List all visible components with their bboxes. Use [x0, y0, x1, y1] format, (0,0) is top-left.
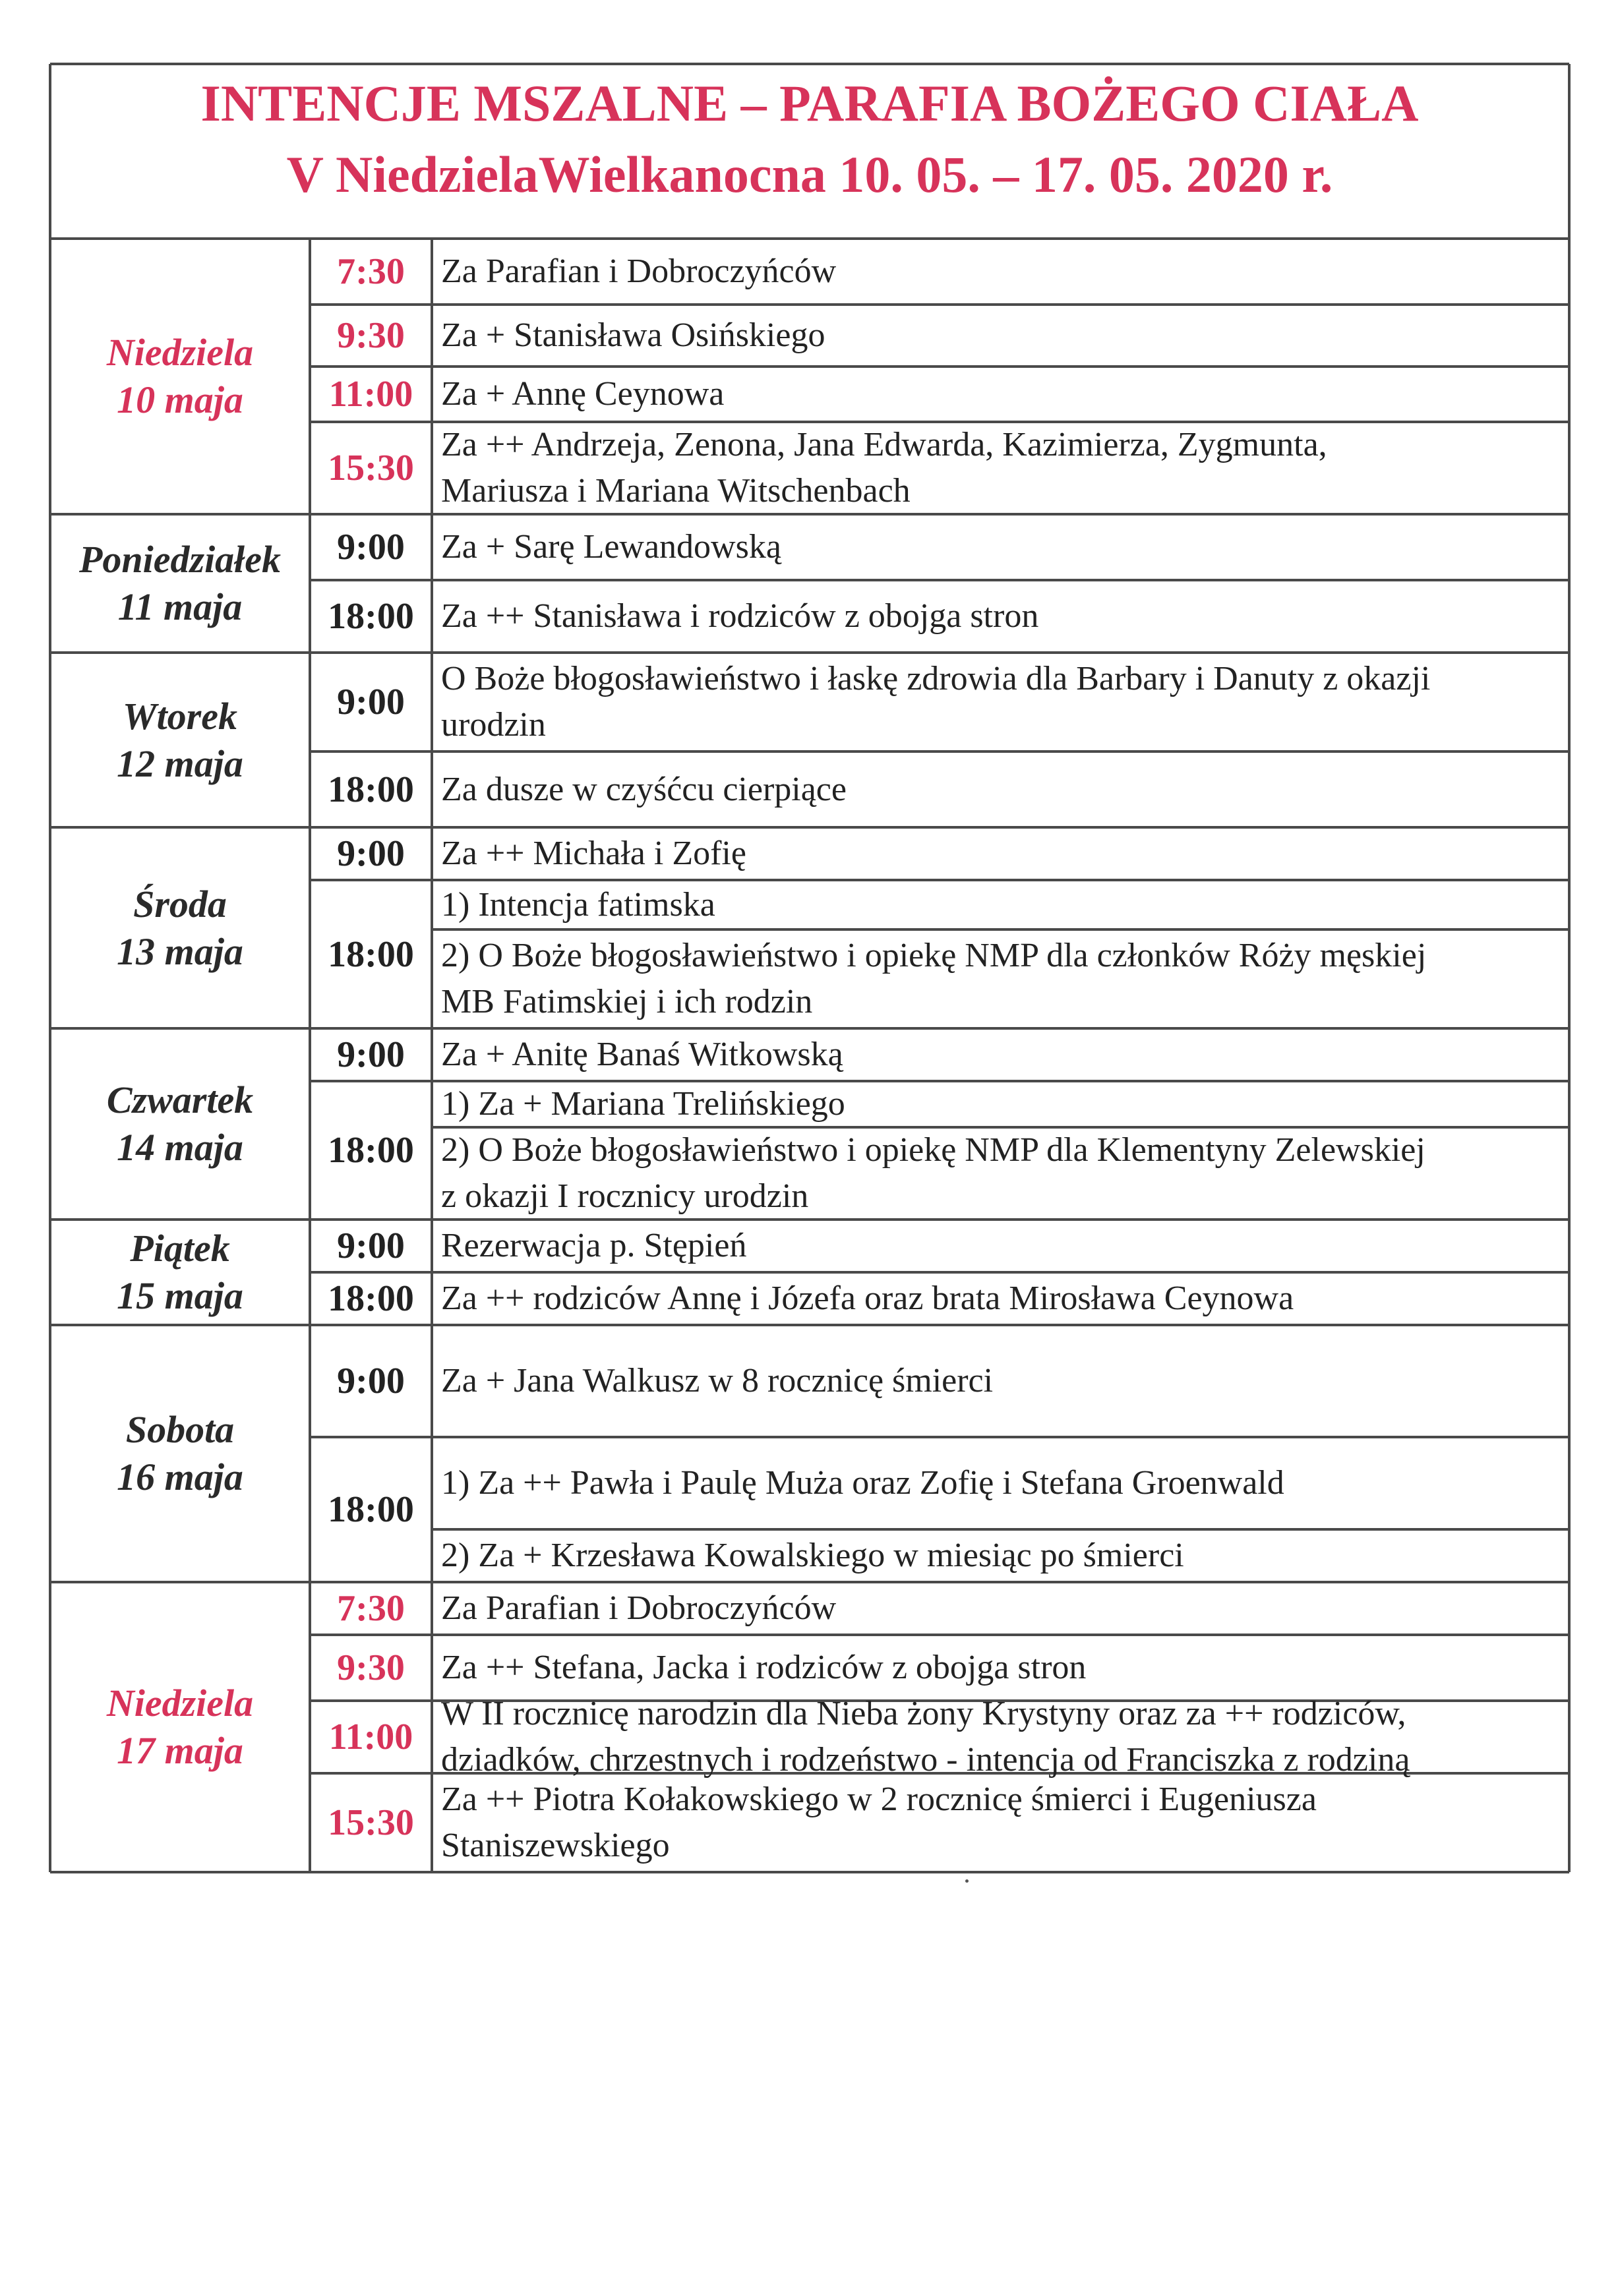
day-name: Niedziela — [106, 1682, 254, 1724]
scan-speck — [965, 1879, 969, 1883]
mass-intention — [432, 1127, 1569, 1220]
intention-line: MB Fatimskiej i ich rodzin — [441, 983, 813, 1020]
day-name: Sobota — [125, 1408, 235, 1451]
intention-line: Mariusza i Mariana Witschenbach — [441, 472, 911, 510]
day-date: 13 maja — [117, 929, 243, 973]
intention-line: 2) O Boże błogosławieństwo i opiekę NMP dla członków Róży męskiej — [441, 937, 1427, 974]
page-subtitle: V NiedzielaWielkanocna 10. 05. – 17. 05. 2020 r. — [286, 146, 1333, 203]
mass-time: 18:00 — [328, 1278, 414, 1319]
intention-line: 1) Za ++ Pawła i Paulę Muża oraz Zofię i Stefana Groenwald — [441, 1464, 1284, 1502]
intention-line: Rezerwacja p. Stępień — [441, 1227, 747, 1264]
day-label — [50, 827, 310, 1028]
mass-time: 18:00 — [328, 1489, 414, 1530]
mass-intention — [432, 239, 1569, 305]
mass-intention — [432, 653, 1569, 751]
intention-line: 2) Za + Krzesława Kowalskiego w miesiąc po śmierci — [441, 1537, 1184, 1574]
intention-line: W II rocznicę narodzin dla Nieba żony Krystyny oraz za ++ rodziców, — [441, 1695, 1406, 1732]
mass-intention — [432, 1220, 1569, 1272]
intention-line: Za + Stanisława Osińskiego — [441, 316, 825, 354]
mass-intention — [432, 367, 1569, 422]
day-label — [50, 514, 310, 653]
day-name: Niedziela — [106, 331, 254, 374]
intention-line: Za + Annę Ceynowa — [441, 375, 725, 413]
intention-line: 2) O Boże błogosławieństwo i opiekę NMP dla Klementyny Zelewskiej — [441, 1131, 1425, 1169]
mass-time: 9:00 — [337, 527, 405, 568]
intention-line: Za ++ Michała i Zofię — [441, 835, 746, 872]
mass-time: 9:00 — [337, 833, 405, 874]
day-label — [50, 653, 310, 827]
intention-line: Za dusze w czyśćcu cierpiące — [441, 770, 847, 808]
day-label — [50, 239, 310, 514]
mass-intention — [432, 827, 1569, 880]
day-date: 14 maja — [117, 1126, 243, 1169]
page-title: INTENCJE MSZALNE – PARAFIA BOŻEGO CIAŁA — [200, 74, 1419, 132]
day-name: Piątek — [130, 1227, 230, 1270]
intention-line: Za ++ Stanisława i rodziców z obojga stron — [441, 597, 1039, 635]
mass-time: 9:00 — [337, 1034, 405, 1075]
intention-line: Za + Anitę Banaś Witkowską — [441, 1036, 843, 1073]
day-name: Wtorek — [123, 694, 237, 738]
day-date: 17 maja — [117, 1729, 243, 1772]
mass-intention — [432, 1773, 1569, 1872]
mass-time: 18:00 — [328, 1130, 414, 1171]
mass-intention — [432, 514, 1569, 580]
day-name: Poniedziałek — [78, 538, 282, 581]
mass-time: 9:00 — [337, 1361, 405, 1401]
mass-intention — [432, 1325, 1569, 1437]
intention-line: 1) Intencja fatimska — [441, 885, 715, 924]
intention-line: urodzin — [441, 706, 546, 744]
intention-line: O Boże błogosławieństwo i łaskę zdrowia dla Barbary i Danuty z okazji — [441, 660, 1431, 697]
intention-line: Za ++ rodziców Annę i Józefa oraz brata Mirosława Ceynowa — [441, 1280, 1294, 1317]
mass-intention — [432, 1695, 1569, 1779]
day-date: 11 maja — [117, 585, 243, 628]
mass-time: 15:30 — [328, 1802, 414, 1843]
intention-line: 1) Za + Mariana Trelińskiego — [441, 1085, 845, 1123]
day-label — [50, 1325, 310, 1582]
mass-intention — [432, 1582, 1569, 1635]
intention-line: Za ++ Andrzeja, Zenona, Jana Edwarda, Kazimierza, Zygmunta, — [441, 426, 1327, 463]
mass-time: 18:00 — [328, 596, 414, 637]
mass-intention — [432, 1437, 1569, 1529]
mass-time: 9:30 — [337, 315, 405, 356]
mass-intention — [432, 1529, 1569, 1582]
mass-time: 7:30 — [337, 1588, 405, 1629]
intention-line: z okazji I rocznicy urodzin — [441, 1177, 809, 1215]
day-date: 15 maja — [117, 1274, 243, 1317]
day-label — [50, 1220, 310, 1325]
mass-intention — [432, 580, 1569, 653]
mass-time: 11:00 — [328, 1717, 413, 1757]
intention-line: Za ++ Piotra Kołakowskiego w 2 rocznicę śmierci i Eugeniusza — [441, 1781, 1317, 1818]
day-label — [50, 1028, 310, 1220]
mass-intention — [432, 929, 1569, 1028]
intention-line: Staniszewskiego — [441, 1827, 670, 1864]
intention-line: Za Parafian i Dobroczyńców — [441, 252, 837, 290]
intention-line: Za Parafian i Dobroczyńców — [441, 1589, 837, 1627]
day-name: Czwartek — [106, 1078, 254, 1121]
mass-intention — [432, 1081, 1569, 1127]
day-date: 12 maja — [117, 742, 243, 785]
intention-line: dziadków, chrzestnych i rodzeństwo - intencja od Franciszka z rodziną — [441, 1741, 1410, 1779]
day-label — [50, 1582, 310, 1872]
intention-line: Za + Jana Walkusz w 8 rocznicę śmierci — [441, 1362, 994, 1399]
mass-intention — [432, 305, 1569, 367]
mass-intention — [432, 1028, 1569, 1081]
mass-intention — [432, 1272, 1569, 1325]
mass-intention — [432, 751, 1569, 827]
day-date: 10 maja — [117, 378, 243, 421]
mass-time: 18:00 — [328, 769, 414, 810]
day-name: Środa — [133, 882, 227, 926]
mass-time: 9:00 — [337, 682, 405, 722]
mass-time: 9:00 — [337, 1225, 405, 1266]
mass-time: 9:30 — [337, 1647, 405, 1688]
mass-time: 18:00 — [328, 933, 414, 975]
mass-time: 7:30 — [337, 251, 405, 292]
intention-line: Za + Sarę Lewandowską — [441, 528, 781, 566]
intention-line: Za ++ Stefana, Jacka i rodziców z obojga stron — [441, 1649, 1087, 1686]
day-date: 16 maja — [117, 1456, 243, 1498]
mass-time: 11:00 — [328, 374, 413, 415]
mass-intention — [432, 880, 1569, 929]
mass-time: 15:30 — [328, 448, 414, 488]
mass-intention — [432, 422, 1569, 514]
